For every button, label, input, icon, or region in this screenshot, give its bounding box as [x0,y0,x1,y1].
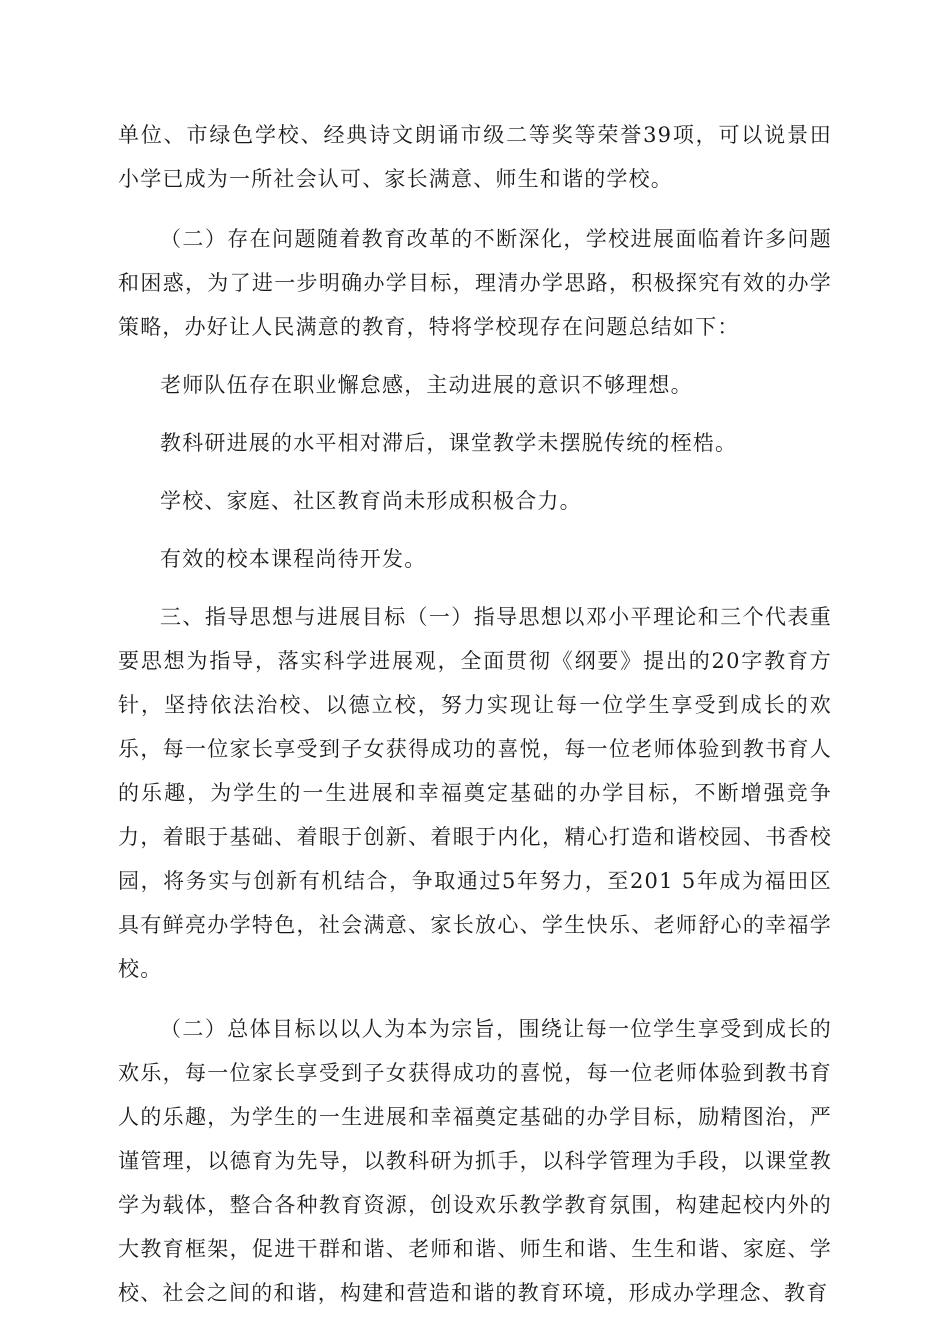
paragraph-problem-teachers: 老师队伍存在职业懈怠感，主动进展的意识不够理想。 [160,373,693,397]
paragraph-overall-goals: （二）总体目标以以人为本为宗旨，围绕让每一位学生享受到成长的欢乐，每一位家长享受到子女获得成功的喜悦，每一位老师体验到教书育人的乐趣，为学生的一生进展和幸福奠定基础的办学目标，励精图治，严谨管理，以德育为先导，以教科研为抓手，以科学管理为手段，以课堂教学为载体，整合各种教育资源，创设欢乐教学教育氛围，构建起校内外的大教育框架，促进干群和谐、老师和谐、师生和谐、生生和谐、家庭、学校、社会之间的和谐，构建和营造和谐的教育环境，形成办学理念、教育 [118,1017,832,1305]
paragraph-honors: 单位、市绿色学校、经典诗文朗诵市级二等奖等荣誉39项，可以说景田小学已成为一所社会认可、家长满意、师生和谐的学校。 [118,123,832,191]
paragraph-problem-community: 学校、家庭、社区教育尚未形成积极合力。 [160,489,582,513]
paragraph-problem-research: 教科研进展的水平相对滞后，课堂教学未摆脱传统的桎梏。 [160,431,738,455]
paragraph-guiding-ideology: 三、指导思想与进展目标（一）指导思想以邓小平理论和三个代表重要思想为指导，落实科学进展观，全面贯彻《纲要》提出的20字教育方针，坚持依法治校、以德立校，努力实现让每一位学生享受到成长的欢乐，每一位家长享受到子女获得成功的喜悦，每一位老师体验到教书育人的乐趣，为学生的一生进展和幸福奠定基础的办学目标，不断增强竞争力，着眼于基础、着眼于创新、着眼于内化，精心打造和谐校园、书香校园，将务实与创新有机结合，争取通过5年努力，至201 5年成为福田区具有鲜亮办学特色，社会满意、家长放心、学生快乐、老师舒心的幸福学校。 [118,605,832,981]
paragraph-problem-curriculum: 有效的校本课程尚待开发。 [160,547,427,571]
paragraph-problems-intro: （二）存在问题随着教育改革的不断深化，学校进展面临着许多问题和困惑，为了进一步明确办学目标，理清办学思路，积极探究有效的办学策略，办好让人民满意的教育，特将学校现存在问题总结如下： [118,227,832,339]
document-page [118,113,832,1315]
